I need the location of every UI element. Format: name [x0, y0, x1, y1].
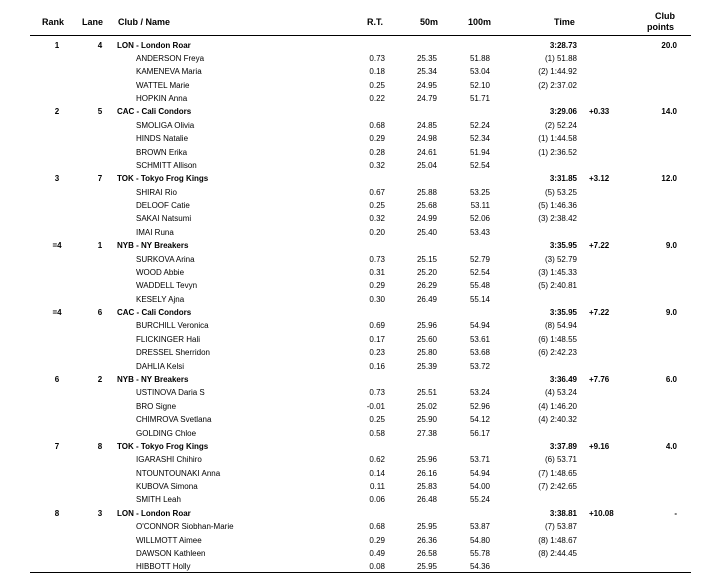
swimmer-reaction-time: 0.14 [369, 468, 385, 478]
team-row [0, 507, 724, 520]
col-points-header-line1: Club [655, 11, 675, 21]
swimmer-row [0, 360, 724, 373]
team-time: 3:37.89 [549, 441, 577, 451]
swimmer-cumulative-time: (1) 51.88 [544, 53, 577, 63]
swimmer-cumulative-time: (7) 1:48.65 [538, 468, 577, 478]
team-rank: 6 [54, 375, 60, 384]
team-rank: 2 [54, 107, 60, 117]
swimmer-reaction-time: 0.29 [369, 281, 385, 291]
team-time: 3:35.95 [549, 308, 577, 318]
swimmer-name: DAHLIA Kelsi [136, 361, 185, 371]
swimmer-cumulative-time: (4) 2:40.32 [538, 415, 577, 425]
swimmer-reaction-time: 0.11 [370, 482, 385, 492]
swimmer-row [0, 480, 724, 493]
swimmer-split-100m: 55.24 [469, 495, 490, 505]
swimmer-row [0, 413, 724, 426]
swimmer-row [0, 547, 724, 560]
team-time: 3:29.06 [549, 107, 577, 117]
swimmer-name: ANDERSON Freya [136, 53, 205, 63]
swimmer-cumulative-time: (4) 1:46.20 [538, 401, 577, 411]
swimmer-cumulative-time: (1) 2:36.52 [538, 147, 577, 157]
swimmer-reaction-time: 0.17 [369, 334, 385, 344]
team-club: NYB - NY Breakers [117, 375, 189, 384]
swimmer-reaction-time: 0.23 [369, 348, 385, 358]
swimmer-split-50m: 25.96 [416, 321, 437, 331]
swimmer-split-100m: 51.88 [469, 53, 490, 63]
swimmer-split-50m: 26.48 [416, 495, 437, 505]
swimmer-reaction-time: 0.20 [369, 227, 385, 237]
team-club: CAC - Cali Condors [117, 308, 192, 318]
swimmer-split-50m: 24.98 [416, 134, 437, 144]
swimmer-split-50m: 25.95 [416, 522, 437, 532]
swimmer-name: CHIMROVA Svetlana [136, 415, 212, 425]
swimmer-reaction-time: 0.73 [369, 53, 385, 63]
team-lane: 5 [97, 107, 103, 117]
team-time-diff: +7.22 [589, 308, 610, 318]
swimmer-reaction-time: 0.49 [369, 548, 385, 558]
swimmer-split-100m: 54.12 [469, 415, 490, 425]
swimmer-name: BRO Signe [136, 401, 177, 411]
swimmer-reaction-time: -0.01 [366, 401, 385, 411]
swimmer-cumulative-time: (6) 2:42.23 [538, 348, 577, 358]
swimmer-name: KESELY Ajna [136, 294, 185, 304]
swimmer-cumulative-time: (6) 53.71 [544, 455, 577, 465]
swimmer-reaction-time: 0.25 [369, 201, 385, 211]
swimmer-row [0, 279, 724, 292]
team-time-diff: +3.12 [589, 174, 610, 184]
col-100m-header: 100m [468, 17, 492, 27]
swimmer-split-100m: 53.11 [470, 201, 490, 211]
col-club-header: Club / Name [118, 17, 171, 27]
swimmer-split-100m: 52.24 [469, 120, 490, 130]
swimmer-cumulative-time: (6) 1:48.55 [538, 334, 577, 344]
swimmer-row [0, 65, 724, 78]
swimmer-name: DAWSON Kathleen [136, 548, 206, 558]
swimmer-name: HOPKIN Anna [136, 94, 188, 104]
swimmer-name: IGARASHI Chihiro [136, 455, 202, 465]
swimmer-reaction-time: 0.28 [369, 147, 385, 157]
swimmer-split-50m: 24.95 [416, 80, 437, 90]
swimmer-split-100m: 51.94 [469, 147, 490, 157]
swimmer-split-50m: 25.40 [416, 227, 437, 237]
swimmer-split-50m: 24.99 [416, 214, 437, 224]
team-lane: 2 [97, 375, 103, 384]
swimmer-name: WADDELL Tevyn [136, 281, 198, 291]
swimmer-cumulative-time: (8) 2:44.45 [538, 548, 577, 558]
swimmer-split-100m: 54.00 [469, 482, 490, 492]
swimmer-split-100m: 53.43 [469, 227, 490, 237]
swimmer-split-50m: 25.88 [416, 187, 437, 197]
swimmer-row [0, 453, 724, 466]
col-rank-header: Rank [42, 17, 65, 27]
swimmer-split-50m: 25.04 [416, 160, 437, 170]
swimmer-reaction-time: 0.58 [369, 428, 385, 438]
swimmer-cumulative-time: (1) 1:44.58 [538, 134, 577, 144]
swimmer-row [0, 319, 724, 332]
swimmer-cumulative-time: (2) 52.24 [544, 120, 577, 130]
team-rank: 3 [54, 174, 60, 184]
swimmer-split-50m: 25.02 [416, 401, 437, 411]
swimmer-name: O'CONNOR Siobhan-Marie [136, 522, 234, 532]
swimmer-cumulative-time: (5) 2:40.81 [538, 281, 577, 291]
swimmer-split-100m: 56.17 [469, 428, 490, 438]
team-points: - [674, 508, 677, 518]
team-points: 20.0 [661, 40, 677, 50]
swimmer-split-50m: 26.58 [416, 548, 437, 558]
swimmer-split-100m: 52.79 [469, 254, 490, 264]
swimmer-split-50m: 25.51 [416, 388, 437, 398]
team-time: 3:28.73 [549, 40, 577, 50]
swimmer-split-50m: 24.79 [416, 94, 437, 104]
swimmer-row [0, 226, 724, 239]
swimmer-split-50m: 25.39 [416, 361, 437, 371]
swimmer-split-100m: 53.87 [469, 522, 490, 532]
swimmer-split-100m: 52.96 [469, 401, 490, 411]
swimmer-row [0, 79, 724, 92]
swimmer-row [0, 119, 724, 132]
swimmer-name: KUBOVA Simona [136, 482, 198, 492]
swimmer-split-50m: 26.29 [416, 281, 437, 291]
swimmer-row [0, 159, 724, 172]
swimmer-split-100m: 53.68 [469, 348, 490, 358]
team-time-diff: +7.22 [589, 241, 610, 251]
team-lane: 3 [97, 508, 103, 518]
swimmer-row [0, 534, 724, 547]
team-points: 9.0 [665, 308, 677, 318]
swimmer-cumulative-time: (2) 1:44.92 [538, 67, 577, 77]
team-club: LON - London Roar [117, 40, 191, 50]
swimmer-split-50m: 25.60 [416, 334, 437, 344]
swimmer-cumulative-time: (5) 1:46.36 [538, 201, 577, 211]
swimmer-reaction-time: 0.67 [369, 187, 385, 197]
col-lane-header: Lane [82, 17, 104, 27]
swimmer-split-50m: 25.15 [416, 254, 437, 264]
swimmer-name: NTOUNTOUNAKI Anna [136, 468, 221, 478]
col-rt-header: R.T. [367, 17, 384, 27]
swimmer-split-100m: 54.36 [469, 562, 490, 572]
swimmer-reaction-time: 0.29 [369, 535, 385, 545]
team-lane: 6 [97, 308, 103, 318]
swimmer-row [0, 92, 724, 105]
team-club: TOK - Tokyo Frog Kings [117, 441, 209, 451]
swimmer-cumulative-time: (8) 1:48.67 [538, 535, 577, 545]
team-row [0, 373, 724, 386]
swimmer-split-50m: 25.83 [416, 482, 437, 492]
swimmer-reaction-time: 0.08 [369, 562, 385, 572]
swimmer-split-50m: 25.68 [416, 201, 437, 211]
team-time: 3:35.95 [549, 241, 577, 251]
swimmer-name: BROWN Erika [136, 147, 188, 157]
swimmer-reaction-time: 0.29 [369, 134, 385, 144]
swimmer-reaction-time: 0.62 [369, 455, 385, 465]
team-time: 3:31.85 [549, 174, 577, 184]
team-rank: =4 [52, 241, 62, 251]
col-points-header-line2: points [647, 22, 674, 32]
team-row [0, 172, 724, 185]
swimmer-row [0, 199, 724, 212]
team-points: 4.0 [665, 441, 677, 451]
swimmer-row [0, 132, 724, 145]
swimmer-reaction-time: 0.73 [369, 254, 385, 264]
swimmer-name: SURKOVA Arina [136, 254, 195, 264]
team-lane: 7 [97, 174, 103, 184]
team-row [0, 306, 724, 319]
swimmer-split-100m: 55.48 [469, 281, 490, 291]
team-club: LON - London Roar [117, 508, 191, 518]
swimmer-reaction-time: 0.68 [369, 522, 385, 532]
team-lane: 4 [97, 40, 103, 50]
swimmer-split-100m: 52.10 [469, 80, 490, 90]
swimmer-name: WOOD Abbie [136, 267, 185, 277]
swimmer-row [0, 293, 724, 306]
swimmer-name: DRESSEL Sherridon [136, 348, 210, 358]
swimmer-row [0, 52, 724, 65]
swimmer-split-50m: 24.85 [416, 120, 437, 130]
team-points: 6.0 [665, 375, 677, 384]
swimmer-reaction-time: 0.68 [369, 120, 385, 130]
team-rank: 8 [54, 508, 60, 518]
swimmer-split-100m: 53.72 [469, 361, 490, 371]
team-lane: 8 [97, 441, 103, 451]
swimmer-split-100m: 53.71 [469, 455, 490, 465]
swimmer-split-50m: 26.16 [416, 468, 437, 478]
team-points: 14.0 [661, 107, 677, 117]
col-time-header: Time [554, 17, 575, 27]
swimmer-split-100m: 53.04 [469, 67, 490, 77]
team-time-diff: +7.76 [589, 375, 610, 384]
swimmer-cumulative-time: (5) 53.25 [544, 187, 577, 197]
swimmer-row [0, 400, 724, 413]
swimmer-cumulative-time: (8) 54.94 [544, 321, 577, 331]
team-time-diff: +9.16 [589, 441, 610, 451]
team-time-diff: +0.33 [589, 107, 610, 117]
swimmer-split-50m: 25.35 [416, 53, 437, 63]
swimmer-split-100m: 52.54 [469, 267, 490, 277]
swimmer-split-100m: 53.24 [469, 388, 490, 398]
swimmer-name: KAMENEVA Maria [136, 67, 202, 77]
swimmer-row [0, 427, 724, 440]
swimmer-reaction-time: 0.30 [369, 294, 385, 304]
swimmer-name: HIBBOTT Holly [136, 562, 191, 572]
swimmer-split-100m: 54.94 [469, 321, 490, 331]
team-row [0, 239, 724, 252]
swimmer-split-50m: 27.38 [416, 428, 437, 438]
swimmer-split-100m: 52.34 [469, 134, 490, 144]
swimmer-cumulative-time: (3) 52.79 [544, 254, 577, 264]
swimmer-name: USTINOVA Daria S [136, 388, 205, 398]
swimmer-name: FLICKINGER Hali [136, 334, 201, 344]
swimmer-row [0, 467, 724, 480]
swimmer-reaction-time: 0.32 [369, 160, 385, 170]
swimmer-reaction-time: 0.31 [369, 267, 385, 277]
swimmer-row [0, 146, 724, 159]
swimmer-name: SMOLIGA Olivia [136, 120, 195, 130]
swimmer-name: BURCHILL Veronica [136, 321, 209, 331]
swimmer-row [0, 186, 724, 199]
swimmer-split-50m: 25.20 [416, 267, 437, 277]
swimmer-cumulative-time: (7) 53.87 [544, 522, 577, 532]
swimmer-reaction-time: 0.32 [369, 214, 385, 224]
swimmer-name: WILLMOTT Aimee [136, 535, 202, 545]
swimmer-row [0, 386, 724, 399]
swimmer-cumulative-time: (4) 53.24 [544, 388, 577, 398]
swimmer-reaction-time: 0.25 [369, 415, 385, 425]
swimmer-name: HINDS Natalie [136, 134, 189, 144]
swimmer-split-50m: 25.96 [416, 455, 437, 465]
team-club: CAC - Cali Condors [117, 107, 192, 117]
team-rank: 7 [54, 441, 60, 451]
swimmer-name: IMAI Runa [136, 227, 174, 237]
team-row [0, 105, 724, 118]
swimmer-reaction-time: 0.73 [369, 388, 385, 398]
swimmer-row [0, 493, 724, 506]
team-points: 9.0 [665, 241, 677, 251]
swimmer-row [0, 346, 724, 359]
team-lane: 1 [97, 241, 103, 251]
swimmer-row [0, 266, 724, 279]
swimmer-split-100m: 53.61 [469, 334, 490, 344]
team-row [0, 440, 724, 453]
swimmer-name: SHIRAI Rio [136, 187, 177, 197]
swimmer-split-50m: 25.90 [416, 415, 437, 425]
team-time: 3:36.49 [549, 375, 577, 384]
col-50m-header: 50m [420, 17, 439, 27]
team-rank: =4 [52, 308, 62, 318]
swimmer-reaction-time: 0.22 [369, 94, 385, 104]
swimmer-split-100m: 51.71 [469, 94, 490, 104]
team-rank: 1 [54, 40, 60, 50]
team-club: TOK - Tokyo Frog Kings [117, 174, 209, 184]
swimmer-row [0, 333, 724, 346]
swimmer-row [0, 560, 724, 573]
swimmer-split-100m: 54.94 [469, 468, 490, 478]
team-club: NYB - NY Breakers [117, 241, 189, 251]
swimmer-row [0, 212, 724, 225]
swimmer-split-100m: 54.80 [469, 535, 490, 545]
swimmer-cumulative-time: (2) 2:37.02 [538, 80, 577, 90]
swimmer-name: SCHMITT Allison [136, 160, 197, 170]
team-row [0, 39, 724, 52]
swimmer-name: GOLDING Chloe [136, 428, 197, 438]
swimmer-split-100m: 52.06 [469, 214, 490, 224]
swimmer-split-50m: 25.34 [416, 67, 437, 77]
swimmer-row [0, 520, 724, 533]
header-divider [30, 35, 691, 36]
swimmer-name: DELOOF Catie [136, 201, 190, 211]
swimmer-reaction-time: 0.25 [369, 80, 385, 90]
swimmer-split-50m: 25.80 [416, 348, 437, 358]
swimmer-reaction-time: 0.69 [369, 321, 385, 331]
team-points: 12.0 [661, 174, 677, 184]
swimmer-split-50m: 26.49 [416, 294, 437, 304]
team-time: 3:38.81 [549, 508, 577, 518]
swimmer-reaction-time: 0.06 [369, 495, 385, 505]
swimmer-cumulative-time: (3) 2:38.42 [538, 214, 577, 224]
swimmer-split-100m: 53.25 [469, 187, 490, 197]
swimmer-split-100m: 55.14 [469, 294, 490, 304]
swimmer-name: SMITH Leah [136, 495, 181, 505]
swimmer-reaction-time: 0.18 [369, 67, 385, 77]
swimmer-name: SAKAI Natsumi [136, 214, 192, 224]
swimmer-name: WATTEL Marie [136, 80, 190, 90]
swimmer-cumulative-time: (7) 2:42.65 [538, 482, 577, 492]
swimmer-reaction-time: 0.16 [369, 361, 385, 371]
swimmer-split-50m: 24.61 [416, 147, 437, 157]
swimmer-split-50m: 26.36 [416, 535, 437, 545]
swimmer-split-100m: 55.78 [469, 548, 490, 558]
team-time-diff: +10.08 [589, 508, 614, 518]
swimmer-row [0, 253, 724, 266]
swimmer-split-100m: 52.54 [469, 160, 490, 170]
swimmer-split-50m: 25.95 [416, 562, 437, 572]
swimmer-cumulative-time: (3) 1:45.33 [538, 267, 577, 277]
